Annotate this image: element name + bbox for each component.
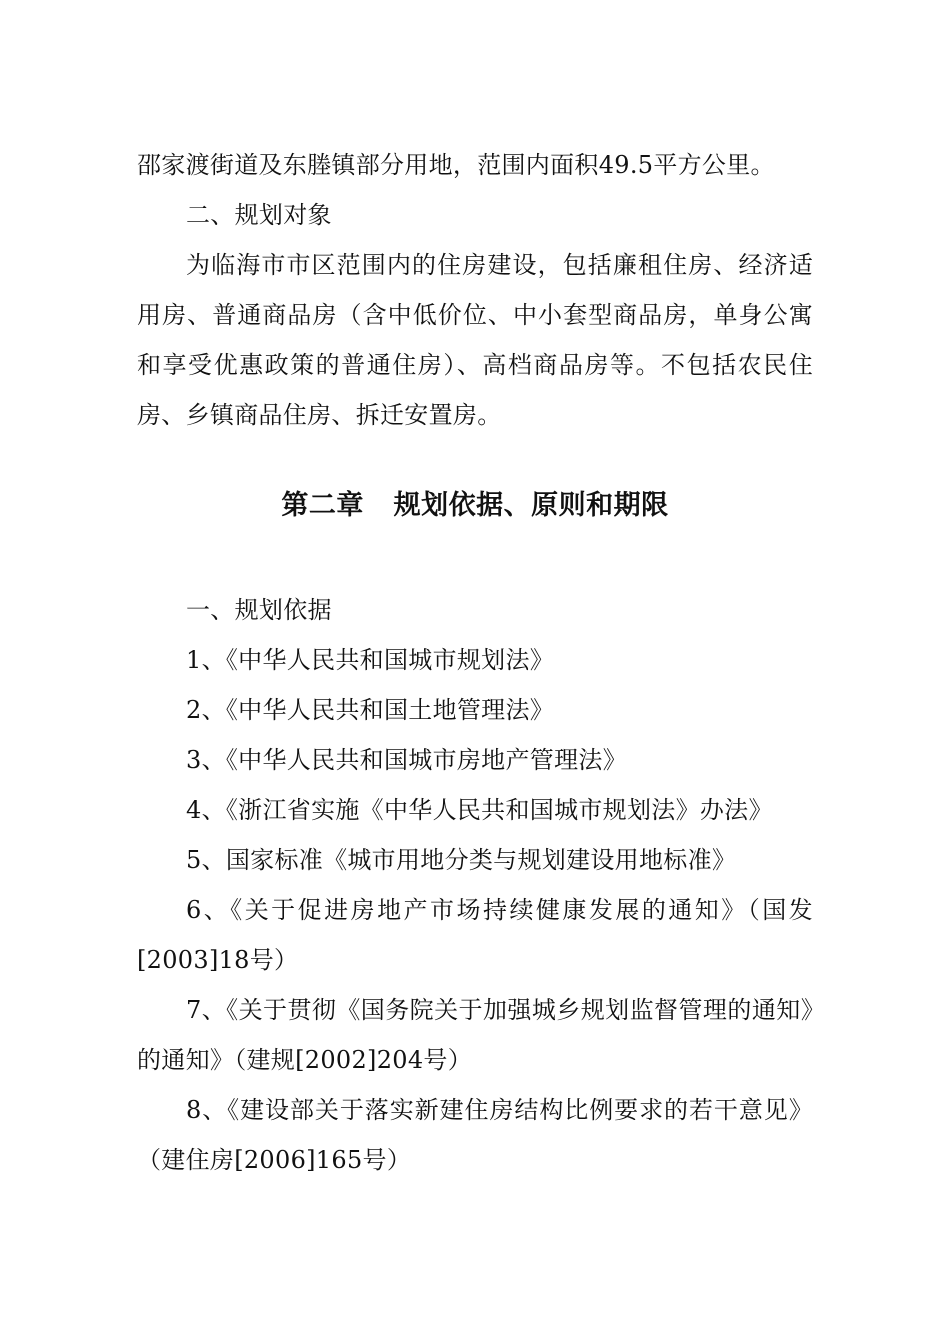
- document-body: [137, 140, 813, 1185]
- spacer: [137, 526, 813, 585]
- section-heading-planning-object: 二、规划对象: [186, 201, 332, 229]
- list-item: 3、《中华人民共和国城市房地产管理法》: [186, 746, 627, 774]
- list-item: 1、《中华人民共和国城市规划法》: [186, 646, 555, 674]
- paragraph-scope-continuation: 邵家渡街道及东塍镇部分用地，范围内面积49.5平方公里。: [137, 151, 775, 179]
- section-heading-planning-basis: 一、规划依据: [186, 596, 332, 624]
- paragraph-planning-object: 为临海市市区范围内的住房建设，包括廉租住房、经济适用房、普通商品房（含中低价位、中小套型商品房，单身公寓和享受优惠政策的普通住房）、高档商品房等。不包括农民住房、乡镇商品住房、拆迁安置房。: [137, 251, 813, 429]
- list-item: 8、《建设部关于落实新建住房结构比例要求的若干意见》（建住房[2006]165号）: [137, 1096, 813, 1174]
- list-item: 4、《浙江省实施《中华人民共和国城市规划法》办法》: [186, 796, 773, 824]
- chapter-title: 第二章 规划依据、原则和期限: [281, 490, 669, 521]
- list-item: 2、《中华人民共和国土地管理法》: [186, 696, 555, 724]
- list-item: 5、国家标准《城市用地分类与规划建设用地标准》: [186, 846, 737, 874]
- list-item: 6、《关于促进房地产市场持续健康发展的通知》（国发[2003]18号）: [137, 896, 813, 974]
- spacer: [137, 440, 813, 486]
- list-item: 7、《关于贯彻《国务院关于加强城乡规划监督管理的通知》的通知》（建规[2002]204号）: [137, 996, 813, 1074]
